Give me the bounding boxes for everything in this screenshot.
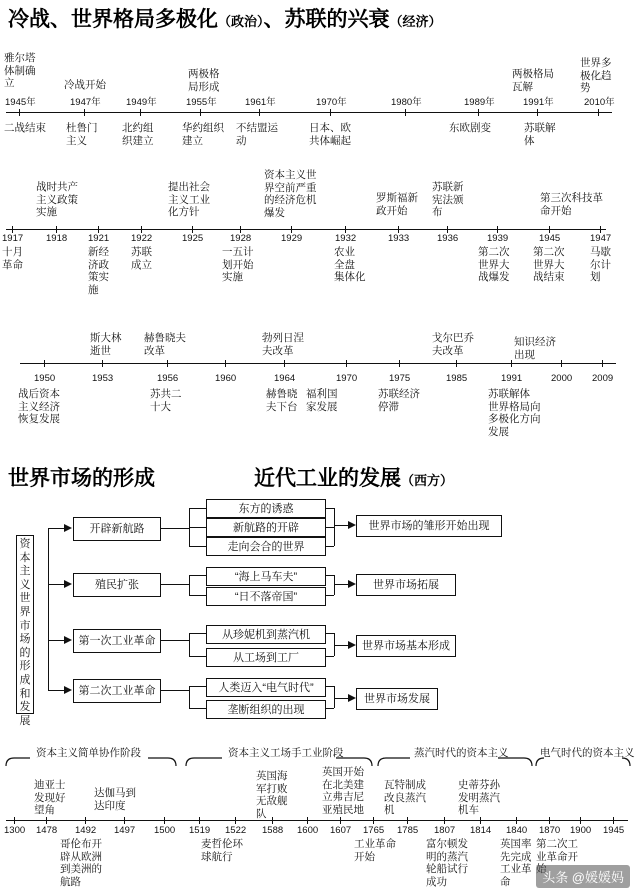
timeline-4-year: 1807	[434, 825, 456, 836]
watermark: 头条 @媛媛妈	[536, 865, 630, 888]
timeline-2-year: 1933	[388, 233, 410, 244]
stage-box-new-routes: 开辟新航路	[73, 517, 161, 541]
timeline-1-event-bottom: 北约组 织建立	[122, 122, 154, 147]
timeline-4-tick	[444, 817, 445, 824]
timeline-1-event-bottom: 不结盟运 动	[236, 122, 278, 147]
result-box: 世界市场拓展	[356, 574, 456, 596]
timeline-4-year: 1785	[397, 825, 419, 836]
timeline-1-year: 1955年	[186, 97, 217, 108]
timeline-4-tick	[340, 817, 341, 824]
timeline-1-year: 1949年	[126, 97, 157, 108]
timeline-2-year: 1936	[437, 233, 459, 244]
timeline-3-event-bottom: 战后资本 主义经济 恢复发展	[18, 388, 60, 425]
timeline-4-year: 1588	[262, 825, 284, 836]
timeline-4-tick	[307, 817, 308, 824]
timeline-2-year: 1918	[46, 233, 68, 244]
timeline-2-year: 1925	[182, 233, 204, 244]
timeline-3-year: 1960	[215, 373, 237, 384]
title-industry-sub: （西方）	[401, 473, 454, 488]
period-label: 蒸汽时代的资本主义	[414, 747, 509, 759]
timeline-1-event-bottom: 苏联解 体	[524, 122, 556, 147]
period-label: 资本主义简单协作阶段	[36, 747, 141, 759]
stage-box-first-industrial-revolution: 第一次工业革命	[73, 629, 161, 653]
timeline-4-year: 1500	[154, 825, 176, 836]
timeline-4-event-top: 达伽马到 达印度	[94, 787, 136, 812]
timeline-2-event-top: 战时共产 主义政策 实施	[36, 181, 78, 218]
timeline-4-event-top: 史蒂芬孙 发明蒸汽 机车	[458, 779, 500, 816]
timeline-4-event-bottom: 英国率 先完成 工业革 命	[500, 838, 532, 888]
timeline-2-event-bottom: 新经 济政 策实 施	[88, 246, 109, 296]
timeline-2-event-top: 资本主义世 界空前严重 的经济危机 爆发	[264, 169, 317, 219]
timeline-2-year: 1932	[335, 233, 357, 244]
timeline-4-year: 1492	[75, 825, 97, 836]
timeline-4-tick	[613, 817, 614, 824]
timeline-3-year: 1956	[157, 373, 179, 384]
result-box: 世界市场发展	[356, 688, 438, 710]
timeline-2-year: 1939	[487, 233, 509, 244]
timeline-2-year: 1917	[2, 233, 24, 244]
timeline-3-year: 1953	[92, 373, 114, 384]
timeline-1-year: 1991年	[523, 97, 554, 108]
timeline-1-year: 1980年	[391, 97, 422, 108]
timeline-4-event-bottom: 麦哲伦环 球航行	[201, 838, 243, 863]
timeline-2-year: 1922	[131, 233, 153, 244]
timeline-4-tick	[46, 817, 47, 824]
timeline-3-event-bottom: 福利国 家发展	[306, 388, 338, 413]
timeline-1-year: 1945年	[5, 97, 36, 108]
timeline-2-event-bottom: 农业 全盘 集体化	[334, 246, 366, 283]
bracket-left-3	[378, 758, 410, 766]
timeline-1-year: 2010年	[584, 97, 615, 108]
timeline-4-year: 1600	[297, 825, 319, 836]
timeline-4-event-bottom: 工业革命 开始	[354, 838, 396, 863]
timeline-3-year: 2000	[551, 373, 573, 384]
timeline-4-tick	[199, 817, 200, 824]
item-box: 从珍妮机到蒸汽机	[206, 625, 326, 644]
timeline-4-year: 1497	[114, 825, 136, 836]
item-box: 垄断组织的出现	[206, 700, 326, 719]
timeline-1-year: 1989年	[464, 97, 495, 108]
timeline-2-year: 1945	[539, 233, 561, 244]
timeline-4-year: 1814	[470, 825, 492, 836]
timeline-3-event-bottom: 苏共二 十大	[150, 388, 182, 413]
timeline-2-event-bottom: 第二次 世界大 战爆发	[478, 246, 510, 283]
bracket-left-2	[186, 758, 222, 766]
timeline-4-tick	[516, 817, 517, 824]
timeline-1-event-top: 两极格 局形成	[188, 68, 220, 93]
timeline-4-tick	[235, 817, 236, 824]
timeline-3-event-bottom: 苏联解体 世界格局向 多极化方向 发展	[488, 388, 541, 438]
title1-main: 冷战、世界格局多极化	[8, 8, 218, 31]
timeline-1-event-top: 冷战开始	[64, 79, 106, 91]
timeline-2-event-top: 提出社会 主义工业 化方针	[168, 181, 210, 218]
timeline-4-tick	[373, 817, 374, 824]
timeline-1-event-top: 雅尔塔 体制确 立	[4, 52, 36, 89]
timeline-1-year: 1961年	[245, 97, 276, 108]
timeline-4-event-top: 英国开始 在北美建 立弗吉尼 亚殖民地	[322, 766, 364, 816]
item-box: 从工场到工厂	[206, 648, 326, 667]
timeline-2-year: 1947	[590, 233, 612, 244]
period-label: 资本主义工场手工业阶段	[228, 747, 344, 759]
timeline-4-event-bottom: 哥伦布开 辟从欧洲 到美洲的 航路	[60, 838, 102, 888]
timeline-1-event-bottom: 二战结束	[4, 122, 46, 134]
timeline-2-event-top: 第三次科技革 命开始	[540, 192, 603, 217]
result-box: 世界市场的雏形开始出现	[356, 515, 502, 537]
timeline-1-event-top: 世界多 极化趋 势	[580, 57, 612, 94]
timeline-3-year: 1950	[34, 373, 56, 384]
timeline-3-year: 1975	[389, 373, 411, 384]
timeline-4-tick	[85, 817, 86, 824]
timeline-4-event-top: 英国海 军打败 无敌舰 队	[256, 770, 288, 820]
title1-main2: 苏联的兴衰	[284, 8, 390, 31]
timeline-4-year: 1519	[189, 825, 211, 836]
timeline-2-event-bottom: 一五计 划开始 实施	[222, 246, 254, 283]
timeline-3-event-bottom: 苏联经济 停滞	[378, 388, 420, 413]
item-box: 东方的诱惑	[206, 499, 326, 518]
timeline-4-year: 1870	[539, 825, 561, 836]
timeline-2-event-bottom: 第二次 世界大 战结束	[533, 246, 565, 283]
item-box: “日不落帝国”	[206, 587, 326, 606]
timeline-3-event-top: 戈尔巴乔 夫改革	[432, 332, 474, 357]
bracket-right-1	[148, 758, 176, 766]
timeline-4-tick	[580, 817, 581, 824]
stage-box-second-industrial-revolution: 第二次工业革命	[73, 679, 161, 703]
timeline-4-year: 1900	[570, 825, 592, 836]
timeline-1-event-bottom: 日本、欧 共体崛起	[309, 122, 351, 147]
timeline-2-event-bottom: 马歇 尔计 划	[590, 246, 611, 283]
timeline-1-year: 1970年	[316, 97, 347, 108]
timeline-3-year: 2009	[592, 373, 614, 384]
timeline-3-year: 1970	[336, 373, 358, 384]
timeline-4-event-bottom: 富尔顿发 明的蒸汽 轮船试行 成功	[426, 838, 468, 888]
timeline-2-year: 1921	[88, 233, 110, 244]
timeline-2-event-bottom: 十月 革命	[2, 246, 23, 271]
timeline-1-event-bottom: 华约组织 建立	[182, 122, 224, 147]
timeline-2-event-bottom: 苏联 成立	[131, 246, 152, 271]
item-box: 走向会合的世界	[206, 537, 326, 556]
timeline-3-event-top: 斯大林 逝世	[90, 332, 122, 357]
timeline-4-year: 1945	[603, 825, 625, 836]
side-label-box: 资本主义世界市场的形成和发展	[16, 535, 34, 714]
timeline-4-tick	[124, 817, 125, 824]
timeline-4-event-bottom: 第二次工 业革命开	[536, 838, 578, 863]
timeline-4-year: 1765	[363, 825, 385, 836]
timeline-1-event-top: 两极格局 瓦解	[512, 68, 554, 93]
item-box: 新航路的开辟	[206, 518, 326, 537]
timeline-3-year: 1991	[501, 373, 523, 384]
timeline-4-year: 1522	[225, 825, 247, 836]
timeline-3-event-top: 知识经济 出现	[514, 336, 556, 361]
timeline-1-event-bottom: 杜鲁门 主义	[66, 122, 98, 147]
timeline-4-tick	[164, 817, 165, 824]
timeline-4-axis	[6, 820, 628, 821]
timeline-4-year: 1478	[36, 825, 58, 836]
period-label: 电气时代的资本主义	[540, 747, 635, 759]
timeline-4-tick	[407, 817, 408, 824]
timeline-3-year: 1985	[446, 373, 468, 384]
timeline-4-year: 1300	[4, 825, 26, 836]
stage-box-colonial-expansion: 殖民扩张	[73, 573, 161, 597]
timeline-2-year: 1929	[281, 233, 303, 244]
timeline-4-event-top: 迪亚士 发现好 望角	[34, 779, 66, 816]
title-industry-main: 近代工业的发展	[254, 467, 401, 490]
item-box: 人类迈入“电气时代”	[206, 678, 326, 697]
timeline-3-year: 1964	[274, 373, 296, 384]
title1-sep: 、	[263, 8, 285, 31]
title1-sub2: （经济）	[389, 14, 442, 29]
timeline-4-tick	[480, 817, 481, 824]
timeline-4-year: 1840	[506, 825, 528, 836]
bracket-left-1	[6, 758, 30, 766]
title-world-market: 世界市场的形成	[8, 467, 155, 490]
timeline-1-event-bottom: 东欧剧变	[449, 122, 491, 134]
timeline-4-year: 1607	[330, 825, 352, 836]
timeline-2-event-top: 苏联新 宪法颁 布	[432, 181, 464, 218]
result-box: 世界市场基本形成	[356, 635, 456, 657]
timeline-4-tick	[549, 817, 550, 824]
timeline-4-event-top: 瓦特制成 改良蒸汽 机	[384, 779, 426, 816]
timeline-1-year: 1947年	[70, 97, 101, 108]
timeline-3-event-top: 勃列日涅 夫改革	[262, 332, 304, 357]
title1-sub1: （政治）	[218, 14, 264, 29]
timeline-3-event-top: 赫鲁晓夫 改革	[144, 332, 186, 357]
timeline-4-tick	[14, 817, 15, 824]
timeline-2-year: 1928	[230, 233, 252, 244]
item-box: “海上马车夫”	[206, 567, 326, 586]
timeline-3-event-bottom: 赫鲁晓 夫下台	[266, 388, 298, 413]
timeline-2-event-top: 罗斯福新 政开始	[376, 192, 418, 217]
